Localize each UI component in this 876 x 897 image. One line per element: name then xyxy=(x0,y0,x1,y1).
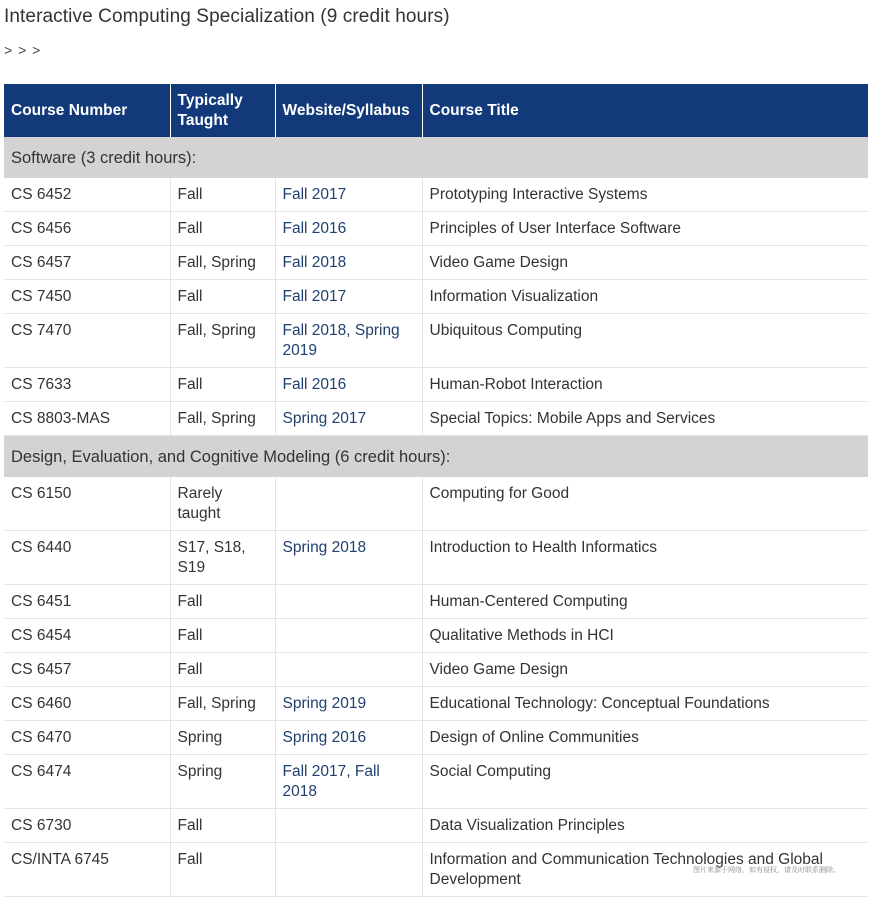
typically-taught-cell: Fall, Spring xyxy=(170,314,275,368)
table-row xyxy=(4,280,868,314)
typically-taught-cell: Fall xyxy=(170,585,275,619)
course-number-cell: CS 6470 xyxy=(4,721,170,755)
typically-taught-cell: Fall xyxy=(170,653,275,687)
typically-taught-cell: Fall xyxy=(170,280,275,314)
website-syllabus-link[interactable]: Fall 2018 xyxy=(275,246,422,280)
table-row xyxy=(4,687,868,721)
table-body xyxy=(4,137,868,897)
course-title-cell: Video Game Design xyxy=(422,653,868,687)
website-syllabus-link xyxy=(275,653,422,687)
page-title: Interactive Computing Specialization (9 credit hours) xyxy=(4,6,450,27)
table-row xyxy=(4,246,868,280)
website-syllabus-link xyxy=(275,809,422,843)
course-number-cell: CS 7450 xyxy=(4,280,170,314)
header-course-number: Course Number xyxy=(4,84,170,137)
website-syllabus-link[interactable]: Fall 2016 xyxy=(275,212,422,246)
website-syllabus-link[interactable]: Spring 2017 xyxy=(275,402,422,436)
typically-taught-cell: Fall xyxy=(170,809,275,843)
course-number-cell: CS 6460 xyxy=(4,687,170,721)
website-syllabus-link[interactable]: Fall 2018, Spring 2019 xyxy=(275,314,422,368)
breadcrumb[interactable]: > > > xyxy=(4,42,42,58)
table-row xyxy=(4,402,868,436)
table-row xyxy=(4,178,868,212)
course-number-cell: CS 6474 xyxy=(4,755,170,809)
website-syllabus-link xyxy=(275,585,422,619)
course-table xyxy=(4,84,868,897)
course-title-cell: Educational Technology: Conceptual Foundations xyxy=(422,687,868,721)
table-row xyxy=(4,755,868,809)
website-syllabus-link xyxy=(275,843,422,897)
course-number-cell: CS 6454 xyxy=(4,619,170,653)
typically-taught-cell: S17, S18, S19 xyxy=(170,531,275,585)
course-number-cell: CS 7633 xyxy=(4,368,170,402)
website-syllabus-link[interactable]: Fall 2017 xyxy=(275,178,422,212)
course-title-cell: Human-Robot Interaction xyxy=(422,368,868,402)
typically-taught-cell: Fall xyxy=(170,178,275,212)
table-row xyxy=(4,531,868,585)
typically-taught-cell: Fall xyxy=(170,212,275,246)
website-syllabus-link[interactable]: Spring 2018 xyxy=(275,531,422,585)
table-header-row xyxy=(4,84,868,137)
course-number-cell: CS 6150 xyxy=(4,477,170,531)
section-row xyxy=(4,137,868,178)
table-row xyxy=(4,212,868,246)
table-row xyxy=(4,314,868,368)
course-title-cell: Human-Centered Computing xyxy=(422,585,868,619)
typically-taught-cell: Fall, Spring xyxy=(170,402,275,436)
typically-taught-cell: Fall xyxy=(170,368,275,402)
section-label: Design, Evaluation, and Cognitive Modeling (6 credit hours): xyxy=(4,436,868,478)
course-title-cell: Computing for Good xyxy=(422,477,868,531)
table-row xyxy=(4,721,868,755)
course-title-cell: Information Visualization xyxy=(422,280,868,314)
section-row xyxy=(4,436,868,478)
table-row xyxy=(4,368,868,402)
typically-taught-cell: Fall xyxy=(170,619,275,653)
course-title-cell: Introduction to Health Informatics xyxy=(422,531,868,585)
typically-taught-cell: Fall, Spring xyxy=(170,246,275,280)
watermark-text: 图片来源于网络，如有侵权，请及时联系删除。 xyxy=(693,867,840,874)
website-syllabus-link[interactable]: Spring 2019 xyxy=(275,687,422,721)
table-row xyxy=(4,653,868,687)
typically-taught-cell: Spring xyxy=(170,755,275,809)
typically-taught-cell: Fall xyxy=(170,843,275,897)
table-row xyxy=(4,809,868,843)
course-title-cell: Qualitative Methods in HCI xyxy=(422,619,868,653)
course-title-cell: Information and Communication Technologies and Global Development xyxy=(422,843,868,897)
course-number-cell: CS 6440 xyxy=(4,531,170,585)
course-title-cell: Principles of User Interface Software xyxy=(422,212,868,246)
course-title-cell: Ubiquitous Computing xyxy=(422,314,868,368)
course-title-cell: Prototyping Interactive Systems xyxy=(422,178,868,212)
course-title-cell: Design of Online Communities xyxy=(422,721,868,755)
table-row xyxy=(4,619,868,653)
course-number-cell: CS 7470 xyxy=(4,314,170,368)
course-number-cell: CS 6457 xyxy=(4,246,170,280)
course-number-cell: CS/INTA 6745 xyxy=(4,843,170,897)
header-website-syllabus: Website/Syllabus xyxy=(275,84,422,137)
course-number-cell: CS 6456 xyxy=(4,212,170,246)
course-title-cell: Social Computing xyxy=(422,755,868,809)
table-row xyxy=(4,477,868,531)
course-number-cell: CS 8803-MAS xyxy=(4,402,170,436)
course-title-cell: Special Topics: Mobile Apps and Services xyxy=(422,402,868,436)
website-syllabus-link xyxy=(275,619,422,653)
course-title-cell: Video Game Design xyxy=(422,246,868,280)
table-row xyxy=(4,585,868,619)
typically-taught-cell: Spring xyxy=(170,721,275,755)
website-syllabus-link xyxy=(275,477,422,531)
section-label: Software (3 credit hours): xyxy=(4,137,868,178)
website-syllabus-link[interactable]: Spring 2016 xyxy=(275,721,422,755)
header-typically-taught: Typically Taught xyxy=(170,84,275,137)
website-syllabus-link[interactable]: Fall 2017, Fall 2018 xyxy=(275,755,422,809)
course-number-cell: CS 6457 xyxy=(4,653,170,687)
website-syllabus-link[interactable]: Fall 2017 xyxy=(275,280,422,314)
typically-taught-cell: Fall, Spring xyxy=(170,687,275,721)
course-title-cell: Data Visualization Principles xyxy=(422,809,868,843)
header-course-title: Course Title xyxy=(422,84,868,137)
course-number-cell: CS 6730 xyxy=(4,809,170,843)
course-number-cell: CS 6451 xyxy=(4,585,170,619)
website-syllabus-link[interactable]: Fall 2016 xyxy=(275,368,422,402)
typically-taught-cell: Rarely taught xyxy=(170,477,275,531)
course-number-cell: CS 6452 xyxy=(4,178,170,212)
